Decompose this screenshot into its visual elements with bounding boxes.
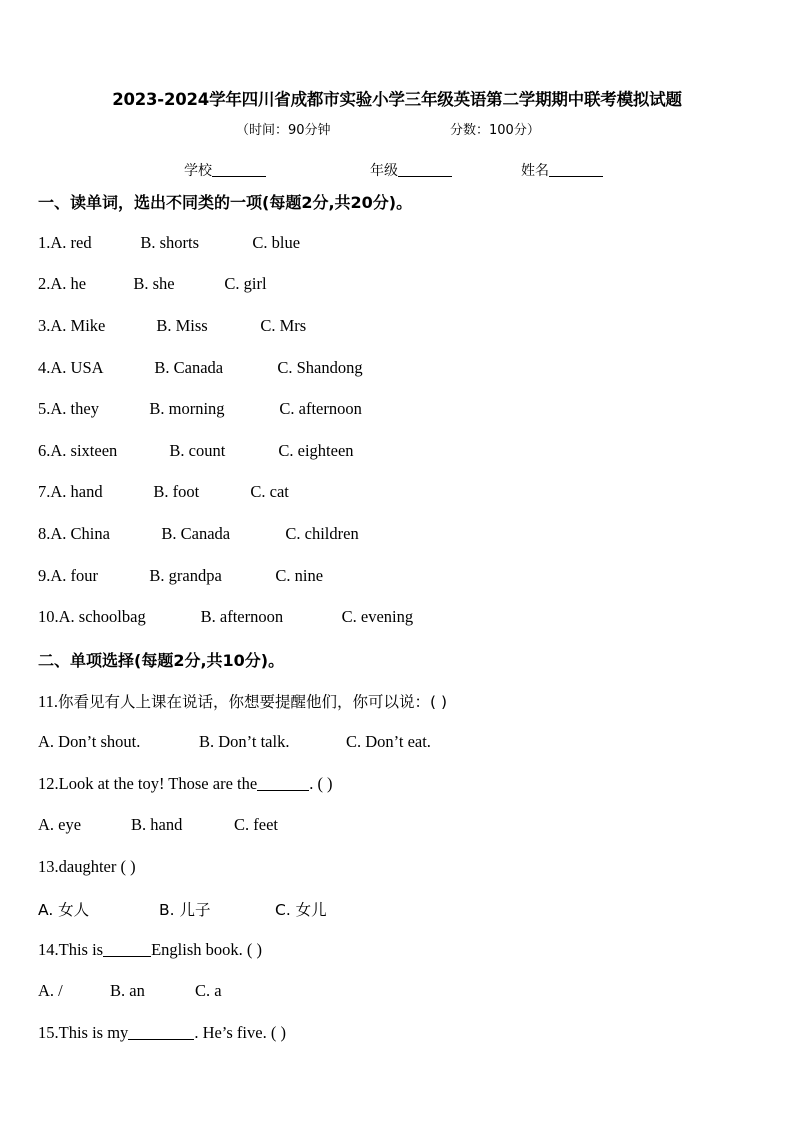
question-row [38, 524, 359, 544]
option-c: C. girl [224, 274, 267, 293]
grade-field [370, 160, 452, 180]
option-c: C. afternoon [279, 399, 362, 418]
question-number: 1. [38, 233, 51, 252]
question-15 [38, 1023, 286, 1043]
option-b: B. hand [131, 815, 183, 834]
option-c: C. Shandong [277, 358, 363, 377]
question-12 [38, 774, 333, 794]
question-row [38, 316, 306, 336]
question-row [38, 274, 267, 294]
name-label: 姓名 [521, 163, 549, 179]
question-stem-start: 12.Look at the toy! Those are the [38, 774, 258, 793]
question-row [38, 399, 362, 419]
option-a: A. red [50, 233, 92, 252]
question-14-options [38, 981, 222, 1001]
question-stem-start: 14.This is [38, 940, 104, 959]
option-b: B. Don’t talk. [199, 732, 290, 751]
option-b: B. count [169, 441, 226, 460]
question-row [38, 441, 354, 461]
option-a: A. hand [50, 482, 103, 501]
section2-heading: 二、单项选择(每题2分,共10分)。 [38, 651, 285, 670]
option-b: B. Canada [161, 524, 231, 543]
option-a: A. / [38, 981, 63, 1000]
question-row [38, 482, 289, 502]
option-a: A. USA [50, 358, 104, 377]
question-stem-end: English book. ( ) [151, 940, 263, 959]
option-b: B. afternoon [200, 607, 284, 626]
question-11 [38, 690, 447, 712]
name-field [521, 160, 603, 180]
answer-blank[interactable] [257, 776, 309, 791]
question-number: 2. [38, 274, 51, 293]
option-b: B. morning [149, 399, 225, 418]
question-number: 11. [38, 692, 59, 711]
option-c: C. a [195, 981, 222, 1000]
option-c: C. feet [234, 815, 278, 834]
question-number: 6. [38, 441, 51, 460]
option-a: A. 女人 [38, 901, 90, 919]
question-row [38, 607, 413, 627]
option-c: C. evening [341, 607, 414, 626]
option-c: C. Don’t eat. [346, 732, 431, 751]
option-c: C. children [285, 524, 359, 543]
answer-blank[interactable] [128, 1025, 194, 1040]
option-c: C. Mrs [260, 316, 307, 335]
question-number: 9. [38, 566, 51, 585]
option-b: B. she [133, 274, 175, 293]
school-label: 学校 [184, 163, 212, 179]
question-number: 8. [38, 524, 51, 543]
option-b: B. an [110, 981, 145, 1000]
school-blank[interactable] [212, 162, 266, 177]
option-a: A. he [50, 274, 87, 293]
option-a: A. they [50, 399, 99, 418]
option-b: B. 儿子 [159, 901, 211, 919]
question-stem-end: . ( ) [309, 774, 333, 793]
option-c: C. 女儿 [275, 901, 327, 919]
option-a: A. four [50, 566, 99, 585]
answer-blank[interactable] [103, 942, 151, 957]
school-field [184, 160, 266, 180]
grade-blank[interactable] [398, 162, 452, 177]
question-13-options [38, 898, 327, 920]
question-stem: 你看见有人上课在说话，你想要提醒他们，你可以说：( ) [58, 693, 448, 711]
question-stem-end: . He’s five. ( ) [194, 1023, 286, 1042]
question-number: 3. [38, 316, 51, 335]
option-c: C. blue [252, 233, 301, 252]
question-row [38, 358, 363, 378]
option-a: A. China [50, 524, 110, 543]
option-c: C. eighteen [278, 441, 354, 460]
option-c: C. nine [275, 566, 324, 585]
question-12-options [38, 815, 278, 835]
question-row [38, 233, 300, 253]
option-a: A. schoolbag [58, 607, 146, 626]
exam-time: （时间：90分钟 [236, 123, 331, 138]
question-stem-start: 15.This is my [38, 1023, 129, 1042]
grade-label: 年级 [370, 163, 398, 179]
section1-heading: 一、读单词，选出不同类的一项(每题2分,共20分)。 [38, 193, 413, 212]
name-blank[interactable] [549, 162, 603, 177]
question-number: 4. [38, 358, 51, 377]
exam-title: 2023-2024学年四川省成都市实验小学三年级英语第二学期期中联考模拟试题 [112, 90, 682, 109]
option-a: A. Mike [50, 316, 106, 335]
question-number: 5. [38, 399, 51, 418]
option-b: B. Canada [154, 358, 224, 377]
question-number: 7. [38, 482, 51, 501]
exam-score: 分数：100分） [450, 123, 540, 138]
option-c: C. cat [250, 482, 289, 501]
option-a: A. sixteen [50, 441, 118, 460]
question-11-options [38, 732, 431, 752]
question-14 [38, 940, 262, 960]
option-a: A. Don’t shout. [38, 732, 141, 751]
option-b: B. grandpa [149, 566, 222, 585]
option-b: B. foot [153, 482, 200, 501]
option-b: B. shorts [140, 233, 200, 252]
option-a: A. eye [38, 815, 82, 834]
question-stem: 13.daughter ( ) [38, 857, 136, 876]
option-b: B. Miss [156, 316, 208, 335]
question-row [38, 566, 323, 586]
question-number: 10. [38, 607, 59, 626]
question-13 [38, 857, 136, 877]
